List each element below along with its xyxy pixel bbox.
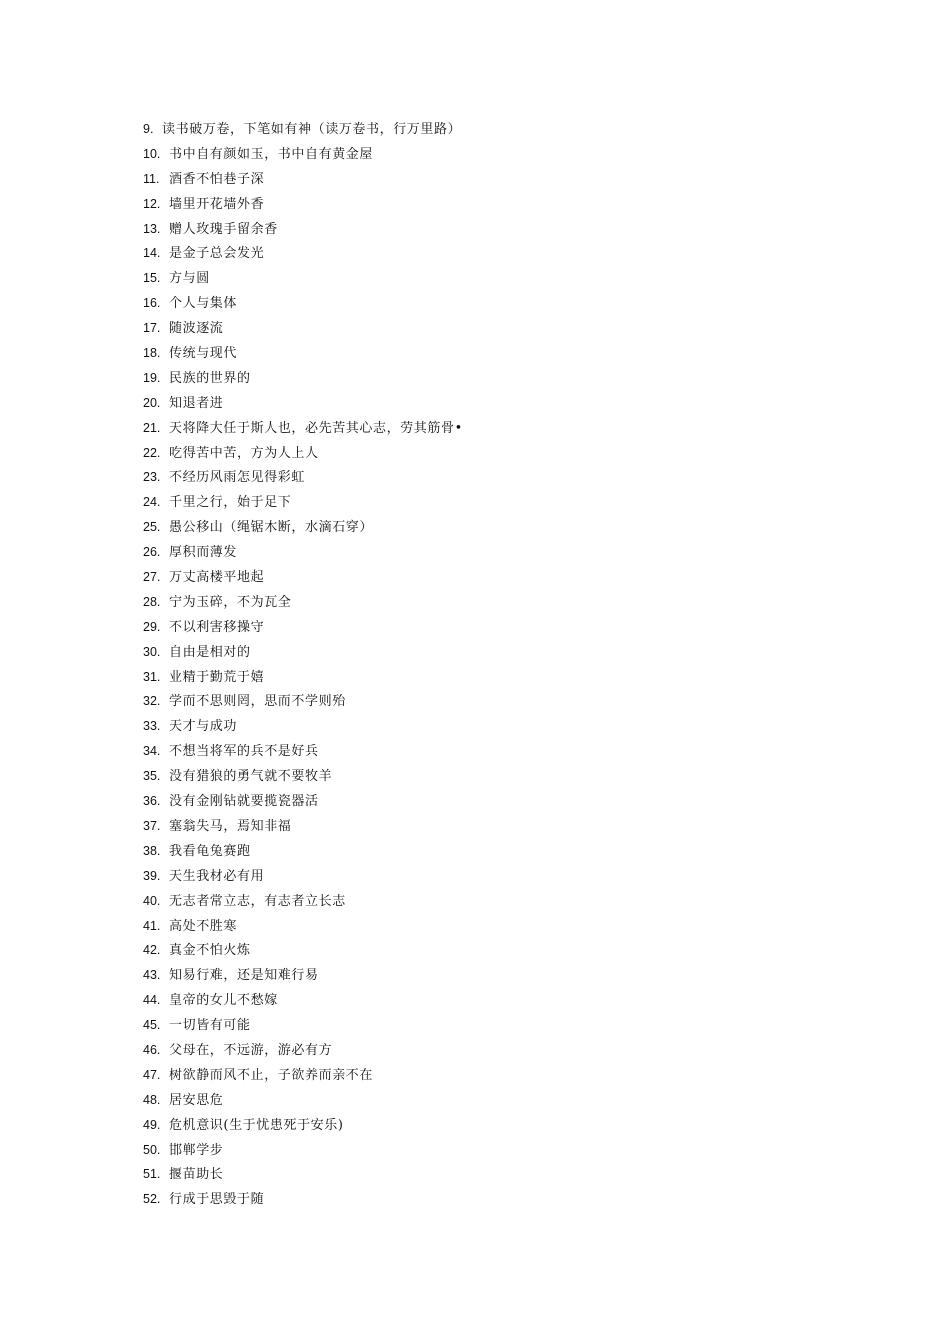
list-item [143,465,463,490]
list-item-text: 千里之行，始于足下 [169,495,292,511]
list-item-number: 27. [143,570,161,585]
list-item [143,490,463,515]
list-item-number: 21. [143,420,161,435]
list-item-text: 学而不思则罔，思而不学则殆 [169,694,346,710]
list-item-text: 皇帝的女儿不愁嫁 [169,993,278,1009]
list-item-number: 17. [143,321,161,336]
list-item [143,640,463,665]
list-item [143,416,463,441]
list-item-text: 居安思危 [169,1092,224,1108]
list-item-text: 天将降大任于斯人也，必先苦其心志，劳其筋骨• [169,420,463,436]
list-item-number: 13. [143,221,161,236]
list-item-number: 43. [143,968,161,983]
list-item [143,167,463,192]
list-item-text: 我看龟兔赛跑 [169,843,251,859]
list-item-text: 愚公移山（绳锯木断，水滴石穿） [169,520,374,536]
list-item-text: 没有金刚钻就要揽瓷器活 [169,794,319,810]
list-item-text: 万丈高楼平地起 [169,570,265,586]
list-item-number: 34. [143,744,161,759]
list-item-text: 酒香不怕巷子深 [169,171,265,187]
list-item [143,266,463,291]
list-item [143,515,463,540]
list-item [143,1038,463,1063]
list-item-number: 9. [143,122,154,136]
list-item-number: 39. [143,868,161,883]
list-item-text: 宁为玉碎，不为瓦全 [169,594,292,610]
list-item-text: 民族的世界的 [169,370,251,386]
list-item-text: 天生我材必有用 [169,868,265,884]
list-item-number: 52. [143,1192,161,1207]
list-item-number: 32. [143,694,161,709]
list-item-number: 40. [143,893,161,908]
list-item [143,441,463,466]
list-item-number: 48. [143,1092,161,1107]
list-item [143,1187,463,1212]
list-item-text: 自由是相对的 [169,644,251,660]
list-item-number: 47. [143,1067,161,1082]
list-item-number: 36. [143,794,161,809]
list-item [143,540,463,565]
list-item-number: 45. [143,1018,161,1033]
list-item [143,889,463,914]
list-item-text: 天才与成功 [169,719,238,735]
list-item-text: 无志者常立志，有志者立长志 [169,893,346,909]
list-item-text: 传统与现代 [169,346,238,362]
list-item-number: 29. [143,619,161,634]
list-item-text: 知退者进 [169,395,224,411]
list-item-number: 41. [143,918,161,933]
list-item-text: 业精于勤荒于嬉 [169,669,265,685]
list-item-text: 厚积而薄发 [169,545,238,561]
list-item [143,391,463,416]
list-item [143,565,463,590]
list-item [143,665,463,690]
list-item [143,914,463,939]
list-item [143,217,463,242]
list-item-text: 是金子总会发光 [169,246,265,262]
list-item [143,615,463,640]
list-item-text: 危机意识(生于忧患死于安乐) [169,1117,344,1133]
list-item-text: 墙里开花墙外香 [169,196,265,212]
list-item-text: 没有猎狼的勇气就不要牧羊 [169,769,333,785]
list-item-number: 14. [143,246,161,261]
list-item [143,1138,463,1163]
list-item-number: 25. [143,520,161,535]
list-item [143,192,463,217]
list-item [143,1088,463,1113]
list-item-text: 塞翁失马，焉知非福 [169,818,292,834]
list-item [143,739,463,764]
list-item-number: 20. [143,395,161,410]
list-item-text: 个人与集体 [169,296,238,312]
list-item-number: 46. [143,1042,161,1057]
list-item [143,316,463,341]
list-item-number: 19. [143,370,161,385]
list-item [143,142,463,167]
list-item [143,764,463,789]
list-item [143,789,463,814]
list-item-text: 不经历风雨怎见得彩虹 [169,470,306,486]
list-item [143,938,463,963]
numbered-list [143,117,463,1212]
list-item-number: 16. [143,296,161,311]
list-item-text: 读书破万卷，下笔如有神（读万卷书，行万里路） [162,122,462,137]
list-item-number: 23. [143,470,161,485]
list-item-number: 30. [143,644,161,659]
list-item [143,590,463,615]
list-item [143,714,463,739]
list-item-number: 35. [143,769,161,784]
list-item-text: 真金不怕火炼 [169,943,251,959]
list-item-number: 49. [143,1117,161,1132]
list-item [143,117,463,142]
list-item-text: 赠人玫瑰手留余香 [169,221,278,237]
list-item [143,963,463,988]
list-item-text: 一切皆有可能 [169,1018,251,1034]
list-item [143,864,463,889]
list-item [143,341,463,366]
list-item-number: 44. [143,993,161,1008]
list-item-number: 18. [143,346,161,361]
list-item-number: 38. [143,843,161,858]
list-item [143,839,463,864]
list-item [143,689,463,714]
list-item-text: 吃得苦中苦，方为人上人 [169,445,319,461]
list-item-text: 书中自有颜如玉，书中自有黄金屋 [169,146,374,162]
list-item-text: 树欲静而风不止，子欲养而亲不在 [169,1067,374,1083]
list-item-number: 51. [143,1167,161,1182]
list-item-text: 父母在，不远游，游必有方 [169,1042,333,1058]
list-item-text: 高处不胜寒 [169,918,238,934]
list-item-number: 31. [143,669,161,684]
list-item-text: 方与圆 [169,271,210,287]
list-item [143,1063,463,1088]
list-item-number: 12. [143,196,161,211]
list-item-text: 不想当将军的兵不是好兵 [169,744,319,760]
list-item-text: 揠苗助长 [169,1167,224,1183]
list-item [143,291,463,316]
list-item-number: 33. [143,719,161,734]
list-item [143,814,463,839]
list-item-number: 22. [143,445,161,460]
list-item-number: 28. [143,594,161,609]
list-item-number: 15. [143,271,161,286]
list-item-number: 37. [143,818,161,833]
list-item-number: 26. [143,545,161,560]
list-item-text: 随波逐流 [169,321,224,337]
list-item [143,366,463,391]
list-item [143,1113,463,1138]
list-item-number: 24. [143,495,161,510]
list-item-number: 50. [143,1142,161,1157]
list-item [143,1162,463,1187]
list-item-text: 行成于思毁于随 [169,1192,265,1208]
list-item [143,241,463,266]
list-item-text: 邯郸学步 [169,1142,224,1158]
list-item-number: 10. [143,146,161,161]
list-item-text: 不以利害移操守 [169,619,265,635]
list-item-number: 11. [143,171,160,186]
list-item-text: 知易行难，还是知难行易 [169,968,319,984]
list-item-number: 42. [143,943,161,958]
list-item [143,988,463,1013]
list-item [143,1013,463,1038]
